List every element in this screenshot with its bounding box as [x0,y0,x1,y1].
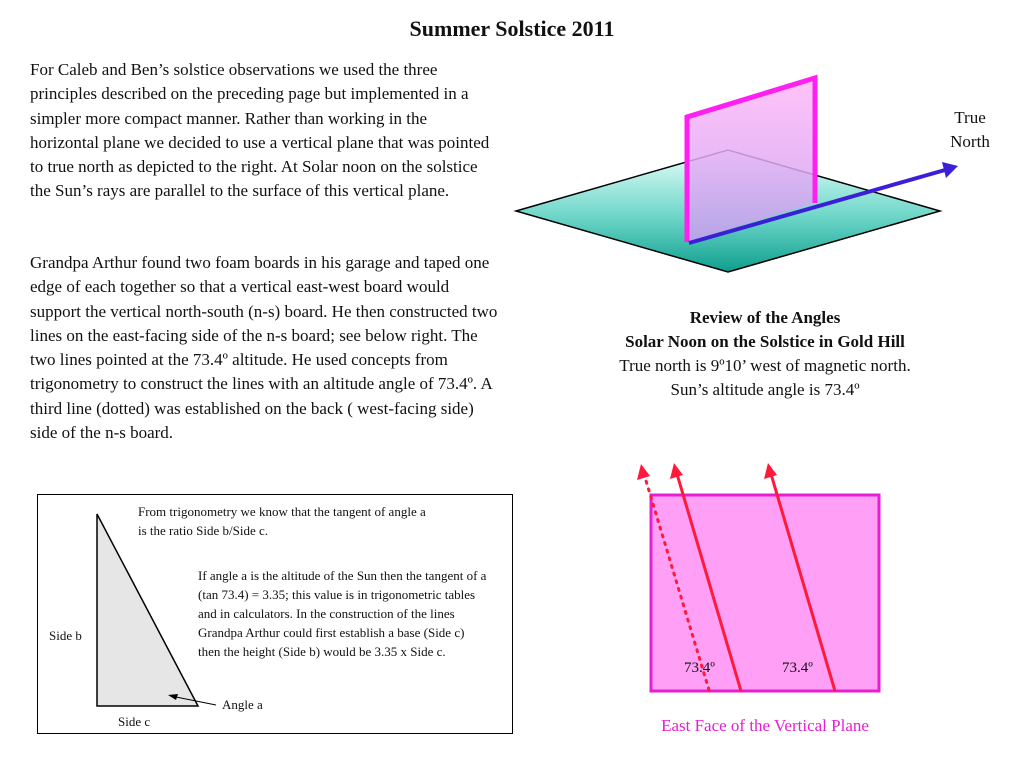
trig-text-1: From trigonometry we know that the tangent of angle a is the ratio Side b/Side c. [138,504,426,538]
trig-text-2: If angle a is the altitude of the Sun then the tangent of a (tan 73.4) = 3.35; this value is in trigonometric tables and in calculators. In the construction of the lines Grandpa Arthur could first establish a base (Side c) then the height (Side b) would be 3.35 x Side c. [198,568,487,659]
true-north-label-line2: North [950,132,990,151]
review-heading: Review of the Angles [689,308,841,327]
angles-review [560,306,970,402]
angle-label-1: 73.4º [684,660,715,676]
side-b-label: Side b [49,628,82,643]
true-north-label-line1: True [954,108,986,127]
review-subheading: Solar Noon on the Solstice in Gold Hill [625,332,905,351]
review-sun-altitude: Sun’s altitude angle is 73.4º [670,380,860,399]
altitude-line-1-arrowhead [670,463,683,479]
page-title: Summer Solstice 2011 [409,16,615,41]
angle-a-label: Angle a [222,697,263,712]
review-true-north: True north is 9º10’ west of magnetic north. [619,356,911,375]
east-face-caption: East Face of the Vertical Plane [661,716,869,735]
intro-paragraph: For Caleb and Ben’s solstice observations we used the three principles described on the preceding page but implemented in a simpler more compact manner. Rather than working in the horizontal plane we decided to use a vertical plane that was pointed to true north as depicted to the right. At Solar noon on the solstice the Sun’s rays are parallel to the surface of this vertical plane. [30,60,490,201]
true-north-label [930,106,1010,154]
true-north-arrowhead [942,162,958,178]
side-c-label: Side c [118,714,151,729]
altitude-line-2-arrowhead [764,463,777,479]
angle-label-2: 73.4º [782,660,813,676]
dotted-line-arrowhead [637,464,650,480]
construction-paragraph: Grandpa Arthur found two foam boards in his garage and taped one edge of each together so that a vertical east-west board would support the vertical north-south (n-s) board. He then constructed two lines on the east-facing side of the n-s board; see below right. The two lines pointed at the 73.4º altitude. He used concepts from trigonometry to construct the lines with an altitude angle of 73.4º. A third line (dotted) was established on the back ( west-facing side) side of the n-s board. [30,253,498,443]
